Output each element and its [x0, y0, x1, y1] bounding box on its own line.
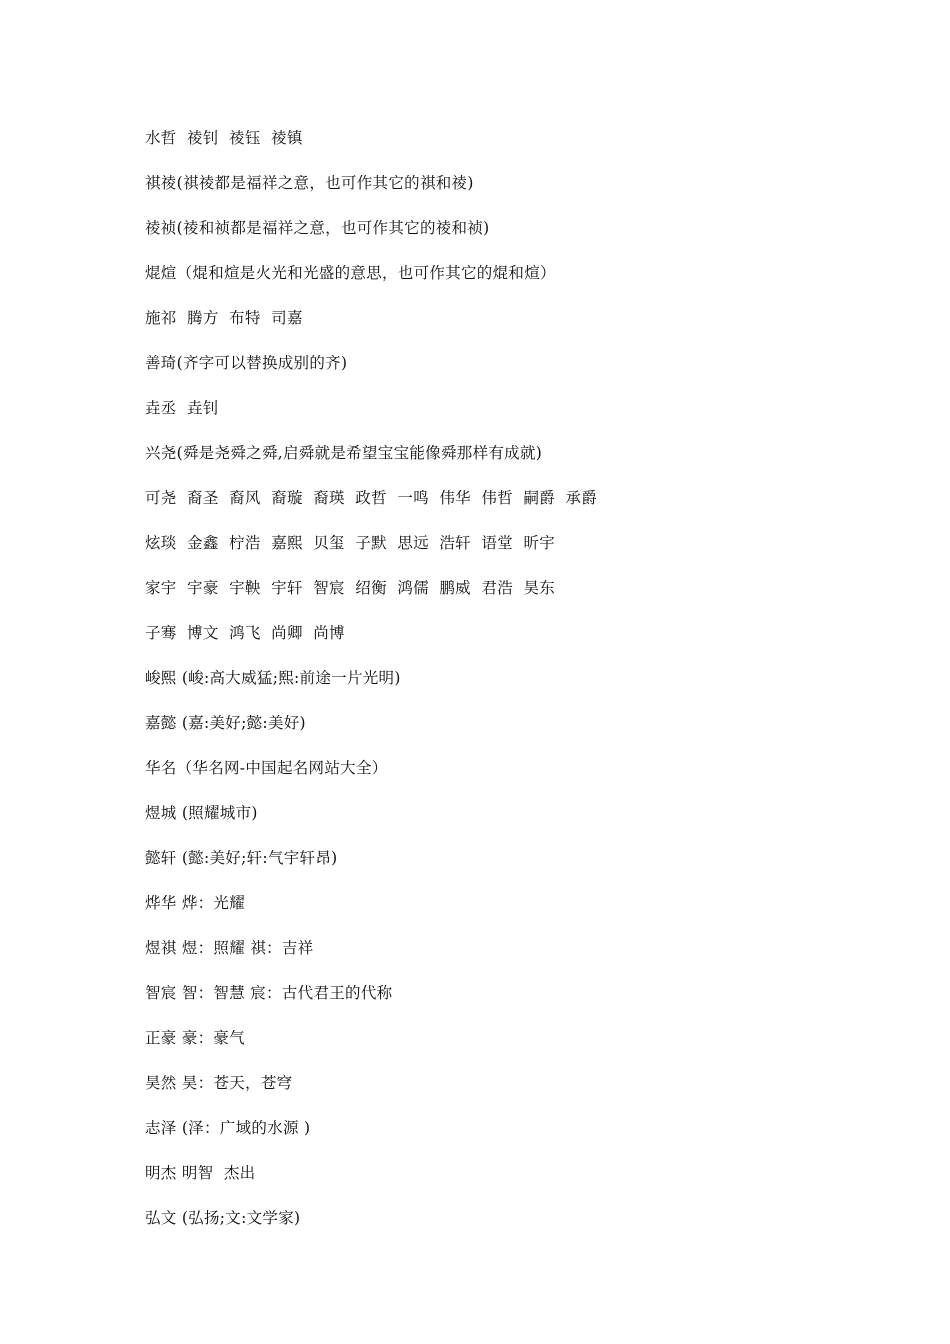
list-item: 施祁 腾方 布特 司嘉	[145, 309, 303, 327]
list-item: 煜祺 煜：照耀 祺：吉祥	[145, 939, 314, 957]
list-item: 嘉懿 (嘉:美好;懿:美好)	[145, 714, 306, 732]
list-item: 家宇 宇豪 宇鞅 宇轩 智宸 绍衡 鸿儒 鹏威 君浩 昊东	[145, 579, 556, 597]
list-item: 煜城 (照耀城市)	[145, 804, 258, 822]
list-item: 华名（华名网-中国起名网站大全）	[145, 759, 388, 777]
list-item: 善琦(齐字可以替换成别的齐)	[145, 354, 348, 372]
list-item: 志泽 (泽：广域的水源 )	[145, 1119, 311, 1137]
list-item: 子骞 博文 鸿飞 尚卿 尚博	[145, 624, 345, 642]
list-item: 正豪 豪：豪气	[145, 1029, 246, 1047]
list-item: 峻熙 (峻:高大威猛;熙:前途一片光明)	[145, 669, 401, 687]
list-item: 懿轩 (懿:美好;轩:气宇轩昂)	[145, 849, 338, 867]
name-list	[145, 124, 905, 1249]
list-item: 祺祾(祺祾都是福祥之意，也可作其它的祺和祾)	[145, 174, 474, 192]
list-item: 明杰 明智 杰出	[145, 1164, 256, 1182]
list-item: 兴尧(舜是尧舜之舜,启舜就是希望宝宝能像舜那样有成就)	[145, 444, 543, 462]
list-item: 水哲 祾钊 祾钰 祾镇	[145, 129, 303, 147]
list-item: 可尧 裔圣 裔风 裔璇 裔瑛 政哲 一鸣 伟华 伟哲 嗣爵 承爵	[145, 489, 598, 507]
list-item: 智宸 智：智慧 宸：古代君王的代称	[145, 984, 393, 1002]
list-item: 焜煊（焜和煊是火光和光盛的意思，也可作其它的焜和煊）	[145, 264, 556, 282]
list-item: 炫琰 金鑫 柠浩 嘉熙 贝玺 子默 思远 浩轩 语堂 昕宇	[145, 534, 556, 552]
list-item: 祾祯(祾和祯都是福祥之意，也可作其它的祾和祯)	[145, 219, 490, 237]
list-item: 昊然 昊：苍天，苍穹	[145, 1074, 293, 1092]
list-item: 垚丞 垚钊	[145, 399, 219, 417]
list-item: 烨华 烨：光耀	[145, 894, 246, 912]
list-item: 弘文 (弘扬;文:文学家)	[145, 1209, 301, 1227]
